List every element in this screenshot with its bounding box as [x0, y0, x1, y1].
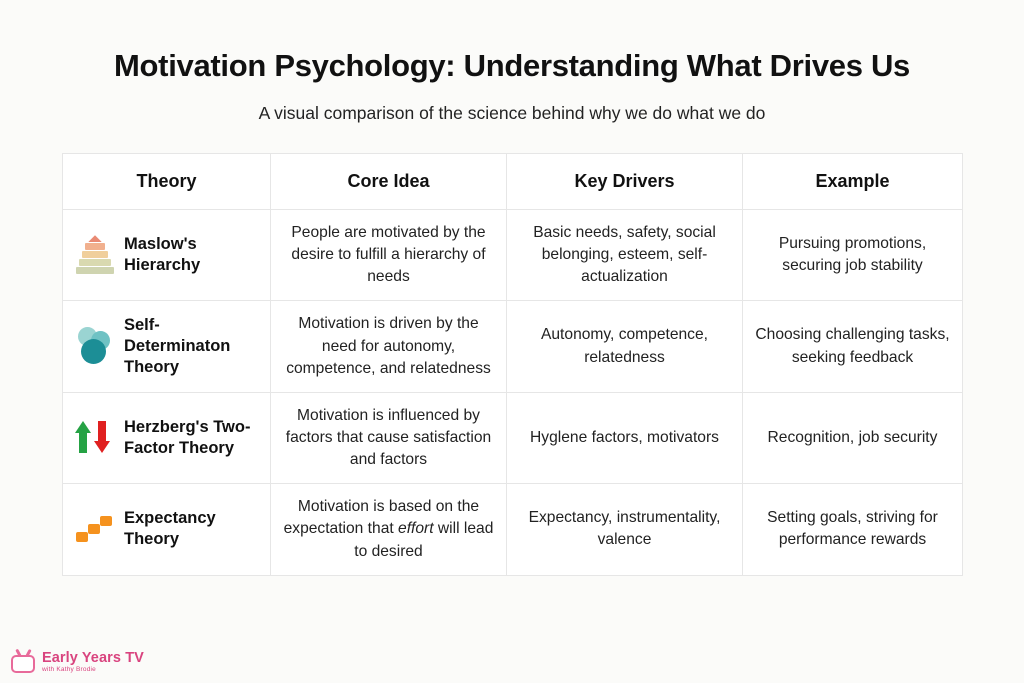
arrow-down-icon	[94, 420, 110, 454]
example-cell: Setting goals, striving for performance rewards	[743, 484, 963, 575]
comparison-table	[62, 153, 963, 576]
core-idea-cell: People are motivated by the desire to fulfill a hierarchy of needs	[271, 210, 507, 301]
logo-tagline: with Kathy Brodie	[42, 666, 96, 673]
pyramid-icon	[75, 232, 115, 278]
column-header-core-idea: Core Idea	[271, 154, 507, 210]
theory-cell-maslow	[63, 210, 271, 301]
key-drivers-cell: Expectancy, instrumentality, valence	[507, 484, 743, 575]
comparison-table-wrapper	[62, 153, 962, 576]
theory-cell-expectancy	[63, 484, 271, 575]
key-drivers-cell: Hyglene factors, motivators	[507, 392, 743, 483]
table-row	[63, 484, 963, 575]
page-title: Motivation Psychology: Understanding What Drives Us	[114, 48, 910, 83]
theory-label: Expectancy Theory	[124, 509, 216, 549]
theory-cell-herzberg	[63, 392, 271, 483]
table-header	[63, 154, 963, 210]
table-body	[63, 210, 963, 576]
example-cell: Pursuing promotions, securing job stability	[743, 210, 963, 301]
brand-logo	[10, 649, 144, 675]
theory-label: Maslow's Hierarchy	[124, 235, 201, 275]
key-drivers-cell: Autonomy, competence, relatedness	[507, 301, 743, 392]
core-idea-post: will lead to desired	[354, 520, 494, 560]
table-row	[63, 210, 963, 301]
core-idea-emphasis: effort	[398, 520, 434, 538]
overlapping-circles-icon	[75, 324, 115, 370]
column-header-example: Example	[743, 154, 963, 210]
example-cell: Recognition, job security	[743, 392, 963, 483]
theory-label: Self-Determinaton Theory	[124, 315, 231, 377]
table-header-row	[63, 154, 963, 210]
example-cell: Choosing challenging tasks, seeking feedback	[743, 301, 963, 392]
column-header-theory: Theory	[63, 154, 271, 210]
core-idea-cell: Motivation is driven by the need for autonomy, competence, and relatedness	[271, 301, 507, 392]
core-idea-pre: Motivation is based on the expectation that	[283, 498, 480, 538]
page-subtitle: A visual comparison of the science behind why we do what we do	[258, 103, 766, 123]
table-row	[63, 301, 963, 392]
arrow-up-icon	[75, 420, 91, 454]
steps-icon	[75, 506, 115, 552]
theory-cell-self-determination	[63, 301, 271, 392]
key-drivers-cell: Basic needs, safety, social belonging, esteem, self-actualization	[507, 210, 743, 301]
table-row	[63, 392, 963, 483]
logo-badge: TV	[125, 649, 144, 666]
up-down-arrows-icon	[75, 415, 115, 461]
column-header-key-drivers: Key Drivers	[507, 154, 743, 210]
tv-icon	[10, 649, 36, 675]
logo-name: Early Years TV	[42, 649, 144, 666]
theory-label: Herzberg's Two-Factor Theory	[124, 417, 251, 458]
core-idea-cell: Motivation is influenced by factors that cause satisfaction and factors	[271, 392, 507, 483]
core-idea-cell	[271, 484, 507, 575]
